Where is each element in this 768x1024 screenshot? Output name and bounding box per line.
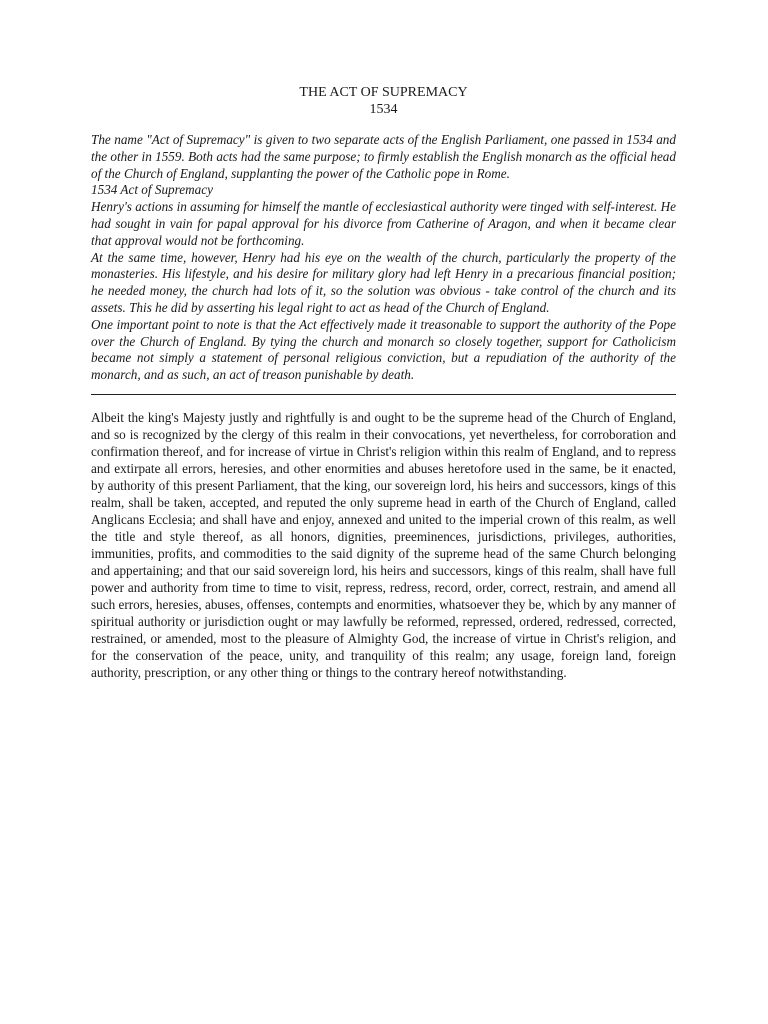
intro-paragraph: Henry's actions in assuming for himself the mantle of ecclesiastical authority were tinged with self-interest. He had sought in vain for papal approval for his divorce from Catherine of Aragon, and when it became clear that approval would not be forthcoming. <box>91 199 676 248</box>
intro-section <box>91 132 676 384</box>
intro-paragraph: The name "Act of Supremacy" is given to two separate acts of the English Parliament, one passed in 1534 and the other in 1559. Both acts had the same purpose; to firmly establish the English monarch as the official head of the Church of England, supplanting the power of the Catholic pope in Rome. <box>91 132 676 181</box>
document-page <box>91 84 676 681</box>
intro-subheading: 1534 Act of Supremacy <box>91 182 213 198</box>
intro-paragraph: One important point to note is that the Act effectively made it treasonable to support the authority of the Pope over the Church of England. By tying the church and monarch so closely together, support for Catholicism became not simply a statement of personal religious conviction, but a repudiation of the authority of the monarch, and as such, an act of treason punishable by death. <box>91 316 676 383</box>
title-block <box>91 84 676 118</box>
document-title: THE ACT OF SUPREMACY <box>299 85 468 100</box>
intro-paragraph: At the same time, however, Henry had his eye on the wealth of the church, particularly the property of the monasteries. His lifestyle, and his desire for military glory had left Henry in a precarious financial position; he needed money, the church had lots of it, so the solution was obvious - take control of the church and its assets. This he did by asserting his legal right to act as head of the Church of England. <box>91 249 676 315</box>
horizontal-divider <box>91 394 676 395</box>
act-text: Albeit the king's Majesty justly and rightfully is and ought to be the supreme head of the Church of England, and so is recognized by the clergy of this realm in their convocations, yet nevertheless, for corroboration and confirmation thereof, and for increase of virtue in Christ's religion within this realm of England, and to repress and extirpate all errors, heresies, and other enormities and abuses heretofore used in the same, be it enacted, by authority of this present Parliament, that the king, our sovereign lord, his heirs and successors, kings of this realm, shall be taken, accepted, and reputed the only supreme head in earth of the Church of England, called Anglicans Ecclesia; and shall have and enjoy, annexed and united to the imperial crown of this realm, as well the title and style thereof, as all honors, dignities, preeminences, jurisdictions, privileges, authorities, immunities, profits, and commodities to the said dignity of the supreme head of the same Church belonging and appertaining; and that our said sovereign lord, his heirs and successors, kings of this realm, shall have full power and authority from time to time to visit, repress, redress, record, order, correct, restrain, and amend all such errors, heresies, abuses, offenses, contempts and enormities, whatsoever they be, which by any manner of spiritual authority or jurisdiction ought or may lawfully be reformed, repressed, ordered, redressed, corrected, restrained, or amended, most to the pleasure of Almighty God, the increase of virtue in Christ's religion, and for the conservation of the peace, unity, and tranquility of this realm; any usage, foreign land, foreign authority, prescription, or any other thing or things to the contrary hereof notwithstanding. <box>91 409 676 680</box>
document-year: 1534 <box>369 102 398 117</box>
